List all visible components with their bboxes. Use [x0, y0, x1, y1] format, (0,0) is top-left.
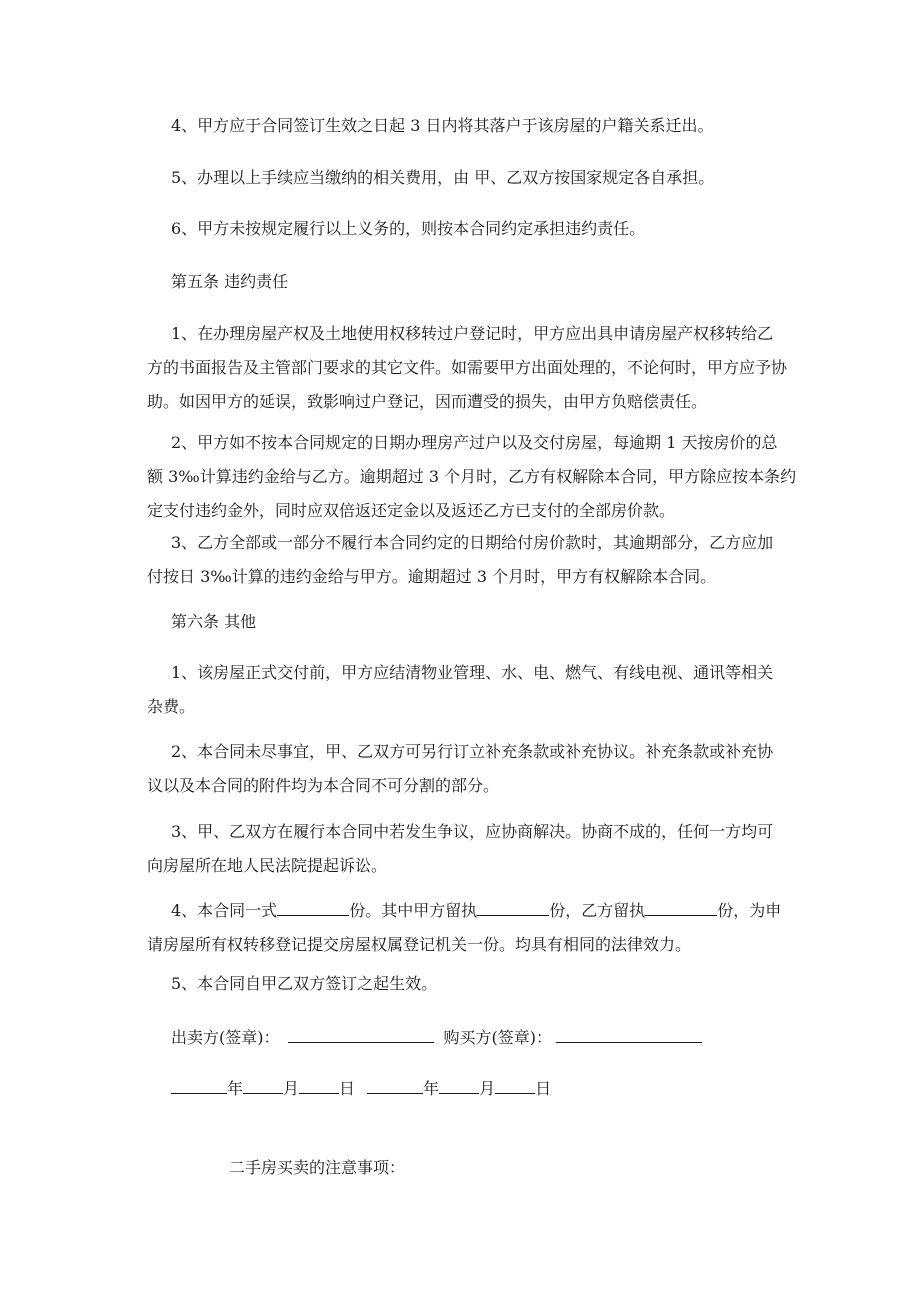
seller-year-blank[interactable]	[171, 1077, 227, 1094]
paragraph-line: 议以及本合同的附件均为本合同不可分割的部分。	[147, 776, 500, 795]
seller-signature-blank[interactable]	[288, 1026, 434, 1043]
buyer-year-blank[interactable]	[367, 1077, 423, 1094]
day-label: 日	[339, 1079, 356, 1098]
paragraph-line: 杂费。	[147, 697, 196, 716]
clause-item-5: 5、办理以上手续应当缴纳的相关费用，由 甲、乙双方按国家规定各自承担。	[171, 168, 715, 187]
date-row	[171, 1077, 551, 1101]
copies-text-2: 份。其中甲方留执	[349, 901, 478, 920]
paragraph-line: 额 3‰计算违约金给与乙方。逾期超过 3 个月时，乙方有权解除本合同，甲方除应按本条约	[147, 467, 797, 486]
paragraph-line: 定支付违约金外，同时应双倍返还定金以及返还乙方已支付的全部房价款。	[147, 501, 676, 520]
article-6-paragraph-4	[147, 894, 783, 962]
paragraph-line: 助。如因甲方的延误，致影响过户登记，因而遭受的损失，由甲方负赔偿责任。	[147, 392, 708, 411]
copies-total-blank[interactable]	[277, 899, 349, 916]
article-5-paragraph-3	[147, 526, 783, 594]
paragraph-line: 3、乙方全部或一部分不履行本合同约定的日期给付房价款时，其逾期部分，乙方应加	[171, 533, 774, 552]
year-label: 年	[227, 1079, 244, 1098]
paragraph-line: 1、该房屋正式交付前，甲方应结清物业管理、水、电、燃气、有线电视、通讯等相关	[171, 663, 774, 682]
paragraph-line: 2、甲方如不按本合同规定的日期办理房产过户以及交付房屋，每逾期 1 天按房价的总	[171, 433, 778, 452]
buyer-signature-blank[interactable]	[556, 1026, 702, 1043]
buyer-month-blank[interactable]	[439, 1077, 479, 1094]
seller-month-blank[interactable]	[243, 1077, 283, 1094]
paragraph-line	[171, 894, 783, 928]
clause-item-6: 6、甲方未按规定履行以上义务的，则按本合同约定承担违约责任。	[171, 219, 646, 238]
buyer-day-blank[interactable]	[495, 1077, 535, 1094]
article-5-paragraph-1	[147, 317, 788, 419]
paragraph-line: 2、本合同未尽事宜，甲、乙双方可另行订立补充条款或补充协议。补充条款或补充协	[171, 742, 774, 761]
clause-item-4: 4、甲方应于合同签订生效之日起 3 日内将其落户于该房屋的户籍关系迁出。	[171, 116, 714, 135]
month-label: 月	[479, 1079, 496, 1098]
paragraph-line: 3、甲、乙双方在履行本合同中若发生争议，应协商解决。协商不成的，任何一方均可	[171, 822, 774, 841]
article-6-paragraph-5: 5、本合同自甲乙双方签订之起生效。	[171, 974, 438, 993]
paragraph-line: 请房屋所有权转移登记提交房屋权属登记机关一份。均具有相同的法律效力。	[147, 935, 692, 954]
paragraph-line: 付按日 3‰计算的违约金给与甲方。逾期超过 3 个月时，甲方有权解除本合同。	[147, 567, 717, 586]
signature-row	[171, 1026, 702, 1050]
article-5-heading: 第五条 违约责任	[171, 272, 289, 291]
paragraph-line: 方的书面报告及主管部门要求的其它文件。如需要甲方出面处理的，不论何时，甲方应予协	[147, 358, 788, 377]
article-6-heading: 第六条 其他	[171, 612, 257, 631]
copies-text-1: 4、本合同一式	[171, 901, 278, 920]
seller-signature-label: 出卖方(签章)：	[171, 1028, 280, 1047]
year-label: 年	[423, 1079, 440, 1098]
copies-text-3: 份，乙方留执	[549, 901, 646, 920]
article-6-paragraph-2	[147, 735, 783, 803]
month-label: 月	[283, 1079, 300, 1098]
article-6-paragraph-3	[147, 815, 783, 883]
article-6-paragraph-1	[147, 656, 783, 724]
paragraph-line: 1、在办理房屋产权及土地使用权移转过户登记时，甲方应出具申请房屋产权移转给乙	[171, 324, 774, 343]
article-5-paragraph-2	[147, 426, 797, 528]
buyer-signature-label: 购买方(签章)：	[443, 1028, 552, 1047]
party-b-copies-blank[interactable]	[645, 899, 717, 916]
copies-text-4: 份，为申	[717, 901, 782, 920]
party-a-copies-blank[interactable]	[477, 899, 549, 916]
day-label: 日	[535, 1079, 552, 1098]
notes-title: 二手房买卖的注意事项：	[229, 1158, 406, 1177]
seller-day-blank[interactable]	[299, 1077, 339, 1094]
paragraph-line: 向房屋所在地人民法院提起诉讼。	[147, 856, 388, 875]
